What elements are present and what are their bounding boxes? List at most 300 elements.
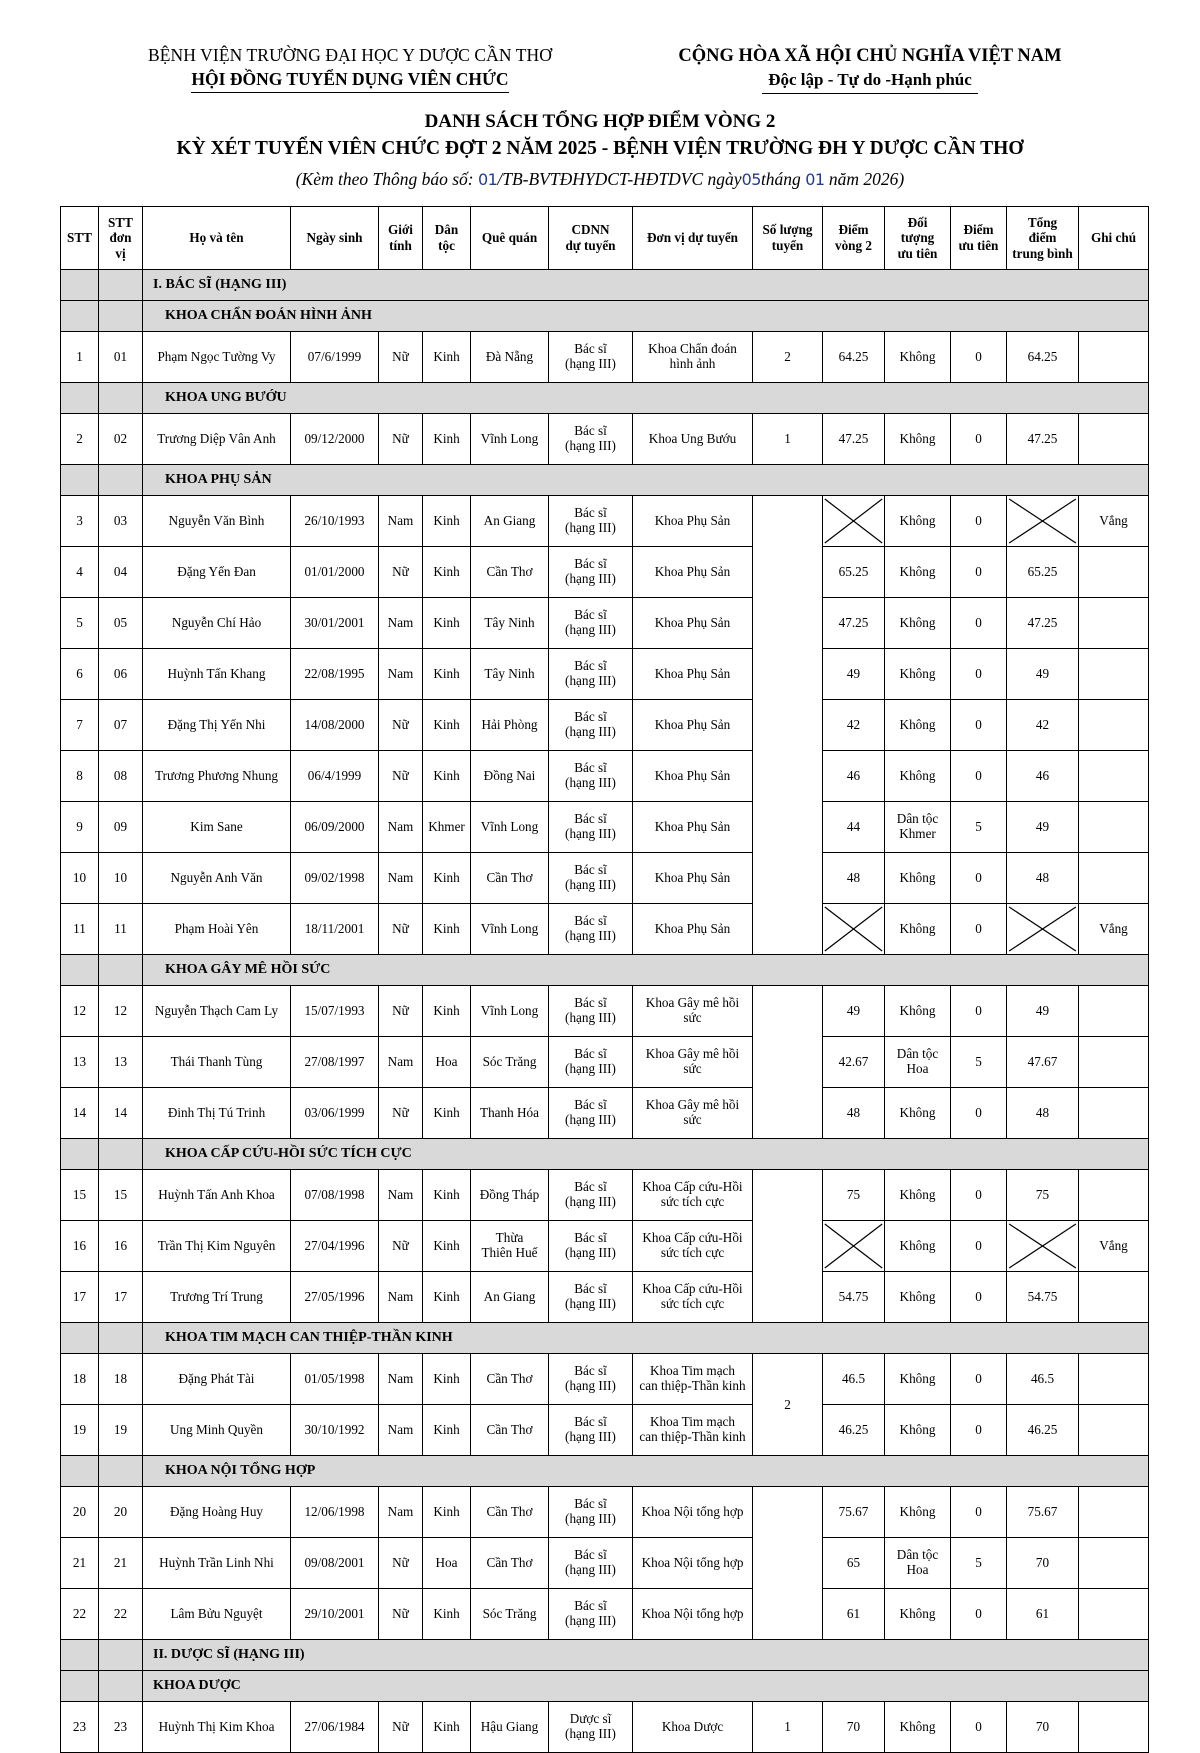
cell-doituong-uutien: Không (885, 1087, 951, 1138)
cell-donvi: Khoa Phụ Sản (633, 597, 753, 648)
cell-stt: 20 (61, 1486, 99, 1537)
cell-gioitinh: Nam (379, 801, 423, 852)
cell-soluong (753, 1169, 823, 1322)
cell-stt: 6 (61, 648, 99, 699)
cell-dantoc: Kinh (423, 1588, 471, 1639)
cell-gioitinh: Nữ (379, 699, 423, 750)
cell-diem-uutien: 0 (951, 985, 1007, 1036)
col-doituong-l1: Đối (907, 214, 928, 230)
cell-tong-diem: 70 (1007, 1537, 1079, 1588)
cell-ghichu (1079, 801, 1149, 852)
col-diemuutien-l2: ưu tiên (958, 237, 999, 253)
col-diemuutien-l1: Điểm (963, 222, 994, 238)
section-spacer-cell (61, 1138, 99, 1169)
cell-quequan: Vĩnh Long (471, 903, 549, 954)
cell-ngaysinh: 14/08/2000 (291, 699, 379, 750)
cell-cdnn: Bác sĩ (hạng III) (549, 1537, 633, 1588)
cell-ghichu (1079, 546, 1149, 597)
cell-stt-donvi: 08 (99, 750, 143, 801)
cell-hoten: Huỳnh Trần Linh Nhi (143, 1537, 291, 1588)
cell-stt: 11 (61, 903, 99, 954)
cell-hoten: Phạm Hoài Yên (143, 903, 291, 954)
section-header-row (61, 1455, 1149, 1486)
cell-tong-diem: 65.25 (1007, 546, 1079, 597)
cell-tong-diem: 75 (1007, 1169, 1079, 1220)
col-cdnn-l1: CDNN (571, 222, 610, 238)
section-spacer-cell (99, 1670, 143, 1701)
cell-stt-donvi: 12 (99, 985, 143, 1036)
cell-soluong: 1 (753, 1701, 823, 1752)
cell-ngaysinh: 27/08/1997 (291, 1036, 379, 1087)
col-tongdiem-l1: Tổng (1027, 214, 1058, 230)
cell-stt-donvi: 20 (99, 1486, 143, 1537)
cell-dantoc: Kinh (423, 331, 471, 382)
cell-quequan: Cần Thơ (471, 546, 549, 597)
cell-tong-diem: 54.75 (1007, 1271, 1079, 1322)
section-spacer-cell (61, 269, 99, 300)
cell-stt: 12 (61, 985, 99, 1036)
cell-hoten: Ung Minh Quyền (143, 1404, 291, 1455)
cell-gioitinh: Nam (379, 597, 423, 648)
cell-ngaysinh: 09/08/2001 (291, 1537, 379, 1588)
cell-quequan: An Giang (471, 495, 549, 546)
cell-ghichu (1079, 1486, 1149, 1537)
cell-dantoc: Kinh (423, 1353, 471, 1404)
cell-donvi: Khoa Phụ Sản (633, 648, 753, 699)
cell-diem-uutien: 0 (951, 546, 1007, 597)
cell-quequan: Đồng Nai (471, 750, 549, 801)
cell-ghichu (1079, 750, 1149, 801)
section-spacer-cell (99, 382, 143, 413)
col-diemvong2-l2: vòng 2 (834, 237, 872, 253)
table-row (61, 852, 1149, 903)
cell-doituong-uutien: Không (885, 1169, 951, 1220)
cell-doituong-uutien: Không (885, 1404, 951, 1455)
cell-cdnn: Dược sĩ (hạng III) (549, 1701, 633, 1752)
table-row (61, 699, 1149, 750)
table-row (61, 1353, 1149, 1404)
cell-ghichu (1079, 1588, 1149, 1639)
section-title: KHOA CHẨN ĐOÁN HÌNH ẢNH (143, 300, 1149, 331)
col-cdnn-l2: dự tuyển (565, 237, 616, 253)
cell-donvi: Khoa Gây mê hồi sức (633, 1087, 753, 1138)
section-spacer-cell (99, 300, 143, 331)
cell-ghichu (1079, 852, 1149, 903)
cell-ghichu (1079, 699, 1149, 750)
cell-cdnn: Bác sĩ (hạng III) (549, 1036, 633, 1087)
cell-soluong: 1 (753, 413, 823, 464)
cell-stt: 18 (61, 1353, 99, 1404)
cell-ngaysinh: 09/02/1998 (291, 852, 379, 903)
cell-cdnn: Bác sĩ (hạng III) (549, 597, 633, 648)
cell-quequan: Hải Phòng (471, 699, 549, 750)
document-title-line1: DANH SÁCH TỔNG HỢP ĐIỂM VÒNG 2 (424, 110, 776, 132)
cell-doituong-uutien: Không (885, 495, 951, 546)
cell-cdnn: Bác sĩ (hạng III) (549, 495, 633, 546)
cell-doituong-uutien: Không (885, 985, 951, 1036)
cell-cdnn: Bác sĩ (hạng III) (549, 648, 633, 699)
cell-donvi: Khoa Dược (633, 1701, 753, 1752)
cell-hoten: Đặng Thị Yến Nhi (143, 699, 291, 750)
cell-quequan: Thừa Thiên Huế (471, 1220, 549, 1271)
cell-diem-uutien: 5 (951, 1537, 1007, 1588)
header-right-block (610, 44, 1140, 94)
table-body (61, 269, 1149, 1752)
cell-stt-donvi: 16 (99, 1220, 143, 1271)
cell-cdnn: Bác sĩ (hạng III) (549, 1220, 633, 1271)
col-dantoc-l2: tộc (438, 237, 455, 253)
section-header-row (61, 1138, 1149, 1169)
cell-doituong-uutien: Không (885, 413, 951, 464)
national-title: CỘNG HÒA XÃ HỘI CHỦ NGHĨA VIỆT NAM (678, 46, 1062, 66)
cell-cdnn: Bác sĩ (hạng III) (549, 750, 633, 801)
cell-quequan: Vĩnh Long (471, 985, 549, 1036)
cell-hoten: Huỳnh Tấn Anh Khoa (143, 1169, 291, 1220)
cell-ngaysinh: 06/4/1999 (291, 750, 379, 801)
cell-dantoc: Kinh (423, 852, 471, 903)
cell-ghichu (1079, 1701, 1149, 1752)
table-row (61, 546, 1149, 597)
cell-quequan: Cần Thơ (471, 852, 549, 903)
reference-day-handwritten: 05 (741, 169, 761, 189)
col-gioitinh-l2: tính (389, 237, 412, 253)
cell-stt-donvi: 05 (99, 597, 143, 648)
cell-doituong-uutien: Không (885, 750, 951, 801)
cell-cdnn: Bác sĩ (hạng III) (549, 1353, 633, 1404)
cell-tong-diem: 49 (1007, 648, 1079, 699)
cell-quequan: Thanh Hóa (471, 1087, 549, 1138)
cell-diem-vong2: 64.25 (823, 331, 885, 382)
cell-ngaysinh: 12/06/1998 (291, 1486, 379, 1537)
col-diemuutien (951, 206, 1007, 269)
cell-donvi: Khoa Chẩn đoán hình ảnh (633, 331, 753, 382)
cell-cdnn: Bác sĩ (hạng III) (549, 985, 633, 1036)
table-row (61, 801, 1149, 852)
col-stt-donvi-l1: STT (108, 214, 133, 230)
cell-gioitinh: Nam (379, 1486, 423, 1537)
cell-diem-uutien: 0 (951, 597, 1007, 648)
cell-stt: 9 (61, 801, 99, 852)
col-tongdiem-l2: điểm (1028, 230, 1057, 246)
cell-soluong: 2 (753, 1353, 823, 1455)
cell-ngaysinh: 27/05/1996 (291, 1271, 379, 1322)
cell-dantoc: Hoa (423, 1036, 471, 1087)
cell-diem-vong2: 49 (823, 985, 885, 1036)
cell-quequan: Sóc Trăng (471, 1036, 549, 1087)
table-row (61, 1169, 1149, 1220)
table-row (61, 331, 1149, 382)
national-motto: Độc lập - Tự do -Hạnh phúc (762, 69, 978, 94)
cell-tong-diem: 47.67 (1007, 1036, 1079, 1087)
table-row (61, 1486, 1149, 1537)
section-spacer-cell (61, 464, 99, 495)
cell-diem-vong2 (823, 495, 885, 546)
section-header-row (61, 382, 1149, 413)
cell-quequan: Tây Ninh (471, 648, 549, 699)
cell-quequan: Sóc Trăng (471, 1588, 549, 1639)
cell-stt: 23 (61, 1701, 99, 1752)
section-title: KHOA DƯỢC (143, 1670, 1149, 1701)
cell-hoten: Nguyễn Chí Hảo (143, 597, 291, 648)
cell-diem-vong2: 61 (823, 1588, 885, 1639)
cell-gioitinh: Nữ (379, 331, 423, 382)
cell-cdnn: Bác sĩ (hạng III) (549, 801, 633, 852)
cell-soluong (753, 985, 823, 1138)
cell-ghichu (1079, 1353, 1149, 1404)
cell-gioitinh: Nữ (379, 1701, 423, 1752)
table-row (61, 648, 1149, 699)
cell-cdnn: Bác sĩ (hạng III) (549, 546, 633, 597)
section-title: KHOA GÂY MÊ HỒI SỨC (143, 954, 1149, 985)
table-header-row (61, 206, 1149, 269)
cell-ngaysinh: 27/04/1996 (291, 1220, 379, 1271)
cell-hoten: Trương Phương Nhung (143, 750, 291, 801)
col-stt-donvi-l2: đơn (109, 230, 132, 246)
section-spacer-cell (61, 1670, 99, 1701)
section-spacer-cell (61, 1639, 99, 1670)
col-stt-donvi-l3: vị (115, 245, 126, 261)
cell-diem-vong2: 49 (823, 648, 885, 699)
cell-donvi: Khoa Phụ Sản (633, 495, 753, 546)
cell-diem-vong2: 47.25 (823, 413, 885, 464)
cell-donvi: Khoa Gây mê hồi sức (633, 985, 753, 1036)
cell-dantoc: Kinh (423, 1701, 471, 1752)
cell-hoten: Nguyễn Anh Văn (143, 852, 291, 903)
cell-quequan: Hậu Giang (471, 1701, 549, 1752)
col-stt: STT (61, 206, 99, 269)
cell-hoten: Trần Thị Kim Nguyên (143, 1220, 291, 1271)
col-soluong-l2: tuyển (771, 237, 804, 253)
cell-stt-donvi: 02 (99, 413, 143, 464)
col-dantoc-l1: Dân (434, 222, 459, 238)
cell-quequan: Vĩnh Long (471, 801, 549, 852)
cell-quequan: Đà Nẵng (471, 331, 549, 382)
cell-doituong-uutien: Dân tộc Hoa (885, 1537, 951, 1588)
cell-doituong-uutien: Không (885, 331, 951, 382)
document-header (60, 44, 1140, 94)
cell-dantoc: Kinh (423, 648, 471, 699)
cell-dantoc: Kinh (423, 1404, 471, 1455)
cell-stt: 10 (61, 852, 99, 903)
cell-diem-vong2: 47.25 (823, 597, 885, 648)
cell-dantoc: Khmer (423, 801, 471, 852)
cell-diem-vong2: 65 (823, 1537, 885, 1588)
cell-gioitinh: Nữ (379, 903, 423, 954)
section-spacer-cell (99, 1455, 143, 1486)
col-ghichu: Ghi chú (1079, 206, 1149, 269)
cell-tong-diem: 64.25 (1007, 331, 1079, 382)
cell-quequan: An Giang (471, 1271, 549, 1322)
cell-doituong-uutien: Không (885, 1353, 951, 1404)
col-stt-donvi (99, 206, 143, 269)
cell-doituong-uutien: Không (885, 546, 951, 597)
table-row (61, 1036, 1149, 1087)
cell-ngaysinh: 07/08/1998 (291, 1169, 379, 1220)
cell-doituong-uutien: Không (885, 852, 951, 903)
cell-dantoc: Kinh (423, 1271, 471, 1322)
cell-gioitinh: Nữ (379, 985, 423, 1036)
cell-dantoc: Kinh (423, 1169, 471, 1220)
cell-ghichu (1079, 1169, 1149, 1220)
cell-soluong (753, 495, 823, 954)
cell-hoten: Huỳnh Tấn Khang (143, 648, 291, 699)
col-diemvong2-l1: Điểm (838, 222, 869, 238)
cell-stt-donvi: 13 (99, 1036, 143, 1087)
section-spacer-cell (99, 1322, 143, 1353)
col-cdnn (549, 206, 633, 269)
table-row (61, 413, 1149, 464)
cell-ngaysinh: 22/08/1995 (291, 648, 379, 699)
cell-donvi: Khoa Phụ Sản (633, 546, 753, 597)
cell-ngaysinh: 03/06/1999 (291, 1087, 379, 1138)
cell-stt: 1 (61, 331, 99, 382)
cell-hoten: Nguyễn Thạch Cam Ly (143, 985, 291, 1036)
cell-diem-vong2: 46 (823, 750, 885, 801)
cell-quequan: Đồng Tháp (471, 1169, 549, 1220)
table-row (61, 1701, 1149, 1752)
cell-hoten: Đặng Yến Đan (143, 546, 291, 597)
cell-diem-uutien: 0 (951, 1087, 1007, 1138)
cell-hoten: Nguyễn Văn Bình (143, 495, 291, 546)
cell-diem-vong2 (823, 903, 885, 954)
cell-donvi: Khoa Nội tổng hợp (633, 1588, 753, 1639)
table-row (61, 1271, 1149, 1322)
cell-cdnn: Bác sĩ (hạng III) (549, 1588, 633, 1639)
cell-stt: 17 (61, 1271, 99, 1322)
header-left-block (60, 44, 610, 93)
cell-stt-donvi: 09 (99, 801, 143, 852)
cell-diem-uutien: 0 (951, 1271, 1007, 1322)
cell-stt: 21 (61, 1537, 99, 1588)
cell-diem-uutien: 0 (951, 331, 1007, 382)
cell-donvi: Khoa Cấp cứu-Hồi sức tích cực (633, 1271, 753, 1322)
cell-hoten: Phạm Ngọc Tường Vy (143, 331, 291, 382)
cell-gioitinh: Nam (379, 648, 423, 699)
cell-stt: 19 (61, 1404, 99, 1455)
reference-month-label: tháng (760, 168, 801, 189)
cell-donvi: Khoa Tim mạch can thiệp-Thần kinh (633, 1404, 753, 1455)
section-title: KHOA NỘI TỔNG HỢP (143, 1455, 1149, 1486)
cell-stt-donvi: 03 (99, 495, 143, 546)
cell-ngaysinh: 09/12/2000 (291, 413, 379, 464)
cell-hoten: Đinh Thị Tú Trinh (143, 1087, 291, 1138)
cell-dantoc: Kinh (423, 413, 471, 464)
cell-stt: 3 (61, 495, 99, 546)
section-spacer-cell (61, 1455, 99, 1486)
section-header-row (61, 954, 1149, 985)
table-row (61, 597, 1149, 648)
table-row (61, 1404, 1149, 1455)
cell-hoten: Trương Trí Trung (143, 1271, 291, 1322)
col-gioitinh (379, 206, 423, 269)
cell-tong-diem: 42 (1007, 699, 1079, 750)
col-quequan: Quê quán (471, 206, 549, 269)
cell-diem-vong2: 46.25 (823, 1404, 885, 1455)
cell-ngaysinh: 06/09/2000 (291, 801, 379, 852)
cell-dantoc: Kinh (423, 495, 471, 546)
cell-stt: 14 (61, 1087, 99, 1138)
cell-hoten: Trương Diệp Vân Anh (143, 413, 291, 464)
cell-gioitinh: Nữ (379, 1220, 423, 1271)
cell-stt-donvi: 11 (99, 903, 143, 954)
cell-tong-diem: 47.25 (1007, 413, 1079, 464)
cell-hoten: Đặng Hoàng Huy (143, 1486, 291, 1537)
cell-stt: 2 (61, 413, 99, 464)
cell-donvi: Khoa Nội tổng hợp (633, 1486, 753, 1537)
cell-diem-vong2: 42 (823, 699, 885, 750)
cell-ghichu (1079, 1036, 1149, 1087)
cell-ngaysinh: 07/6/1999 (291, 331, 379, 382)
col-tongdiem-l3: trung bình (1012, 245, 1073, 261)
cell-donvi: Khoa Phụ Sản (633, 903, 753, 954)
cell-ghichu (1079, 1271, 1149, 1322)
section-header-row (61, 1639, 1149, 1670)
cell-diem-vong2: 48 (823, 852, 885, 903)
cell-ghichu: Vắng (1079, 495, 1149, 546)
cell-quequan: Cần Thơ (471, 1537, 549, 1588)
cell-cdnn: Bác sĩ (hạng III) (549, 413, 633, 464)
cell-tong-diem (1007, 1220, 1079, 1271)
cell-stt-donvi: 21 (99, 1537, 143, 1588)
reference-middle: /TB-BVTĐHYDCT-HĐTDVC ngày (497, 168, 742, 189)
cell-tong-diem: 61 (1007, 1588, 1079, 1639)
cell-donvi: Khoa Gây mê hồi sức (633, 1036, 753, 1087)
cell-ngaysinh: 15/07/1993 (291, 985, 379, 1036)
reference-year: năm 2026) (828, 168, 905, 189)
cell-diem-vong2: 42.67 (823, 1036, 885, 1087)
cell-donvi: Khoa Phụ Sản (633, 801, 753, 852)
cell-diem-vong2: 75.67 (823, 1486, 885, 1537)
section-title: II. DƯỢC SĨ (HẠNG III) (143, 1639, 1149, 1670)
section-header-row (61, 300, 1149, 331)
cell-soluong: 2 (753, 331, 823, 382)
section-title: KHOA PHỤ SẢN (143, 464, 1149, 495)
cell-tong-diem: 49 (1007, 985, 1079, 1036)
table-row (61, 1087, 1149, 1138)
cell-diem-uutien: 0 (951, 495, 1007, 546)
cell-doituong-uutien: Không (885, 597, 951, 648)
cell-quequan: Cần Thơ (471, 1404, 549, 1455)
section-spacer-cell (61, 954, 99, 985)
cell-diem-uutien: 0 (951, 413, 1007, 464)
cell-gioitinh: Nữ (379, 546, 423, 597)
cell-cdnn: Bác sĩ (hạng III) (549, 1404, 633, 1455)
section-title: I. BÁC SĨ (HẠNG III) (143, 269, 1149, 300)
section-title: KHOA UNG BƯỚU (143, 382, 1149, 413)
cell-stt: 16 (61, 1220, 99, 1271)
cell-cdnn: Bác sĩ (hạng III) (549, 1271, 633, 1322)
cell-tong-diem: 46 (1007, 750, 1079, 801)
cell-ngaysinh: 30/01/2001 (291, 597, 379, 648)
cell-donvi: Khoa Cấp cứu-Hồi sức tích cực (633, 1220, 753, 1271)
section-spacer-cell (99, 269, 143, 300)
cell-tong-diem: 46.25 (1007, 1404, 1079, 1455)
cell-hoten: Huỳnh Thị Kim Khoa (143, 1701, 291, 1752)
cell-doituong-uutien: Không (885, 1588, 951, 1639)
cell-diem-vong2 (823, 1220, 885, 1271)
cell-stt: 13 (61, 1036, 99, 1087)
cell-stt: 4 (61, 546, 99, 597)
cell-stt: 8 (61, 750, 99, 801)
cell-tong-diem: 46.5 (1007, 1353, 1079, 1404)
cell-diem-vong2: 46.5 (823, 1353, 885, 1404)
cell-cdnn: Bác sĩ (hạng III) (549, 699, 633, 750)
cell-ghichu (1079, 597, 1149, 648)
cell-stt: 7 (61, 699, 99, 750)
cell-diem-vong2: 65.25 (823, 546, 885, 597)
cell-cdnn: Bác sĩ (hạng III) (549, 331, 633, 382)
cell-tong-diem (1007, 903, 1079, 954)
